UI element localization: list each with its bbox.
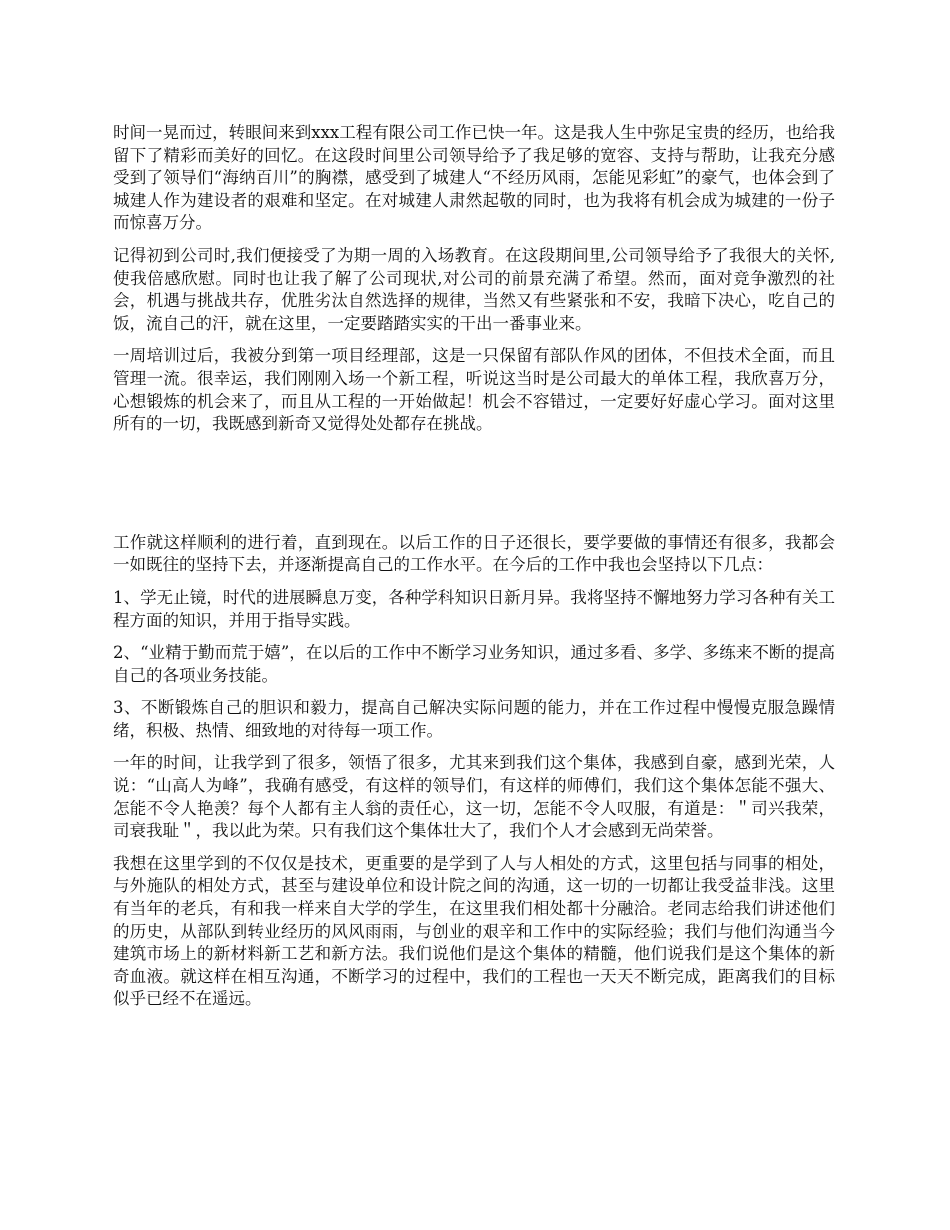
paragraph-onboarding: 记得初到公司时,我们便接受了为期一周的入场教育。在这段期间里,公司领导给予了我很大的关怀,使我倍感欣慰。同时也让我了解了公司现状,对公司的前景充满了希望。然而，面对竞争激烈的社会，机遇与挑战共存，优胜劣汰自然选择的规律，当然又有些紧张和不安，我暗下决心，吃自己的饭，流自己的汗，就在这里，一定要踏踏实实的干出一番事业来。 <box>113 245 835 333</box>
paragraph-going-forward: 工作就这样顺利的进行着，直到现在。以后工作的日子还很长，要学要做的事情还有很多，我都会一如既往的坚持下去，并逐渐提高自己的工作水平。在今后的工作中我也会坚持以下几点： <box>113 532 835 575</box>
document-body <box>113 122 835 1021</box>
paragraph-relationships: 我想在这里学到的不仅仅是技术，更重要的是学到了人与人相处的方式，这里包括与同事的相处，与外施队的相处方式，甚至与建设单位和设计院之间的沟通，这一切的一切都让我受益非浅。这里有当年的老兵，有和我一样来自大学的学生，在这里我们相处都十分融洽。老同志给我们讲述他们的历史，从部队到转业经历的风风雨雨，与创业的艰辛和工作中的实际经验；我们与他们沟通当今建筑市场上的新材料新工艺和新方法。我们说他们是这个集体的精髓，他们说我们是这个集体的新奇血液。就这样在相互沟通，不断学习的过程中，我们的工程也一天天不断完成，距离我们的目标似乎已经不在遥远。 <box>113 853 835 1009</box>
paragraph-project-assignment: 一周培训过后，我被分到第一项目经理部，这是一只保留有部队作风的团体，不但技术全面，而且管理一流。很幸运，我们刚刚入场一个新工程，听说这当时是公司最大的单体工程，我欣喜万分，心想锻炼的机会来了，而且从工程的一开始做起！机会不容错过，一定要好好虚心学习。面对这里所有的一切，我既感到新奇又觉得处处都存在挑战。 <box>113 346 835 434</box>
list-item-point-1: 1、学无止镜，时代的进展瞬息万变，各种学科知识日新月异。我将坚持不懈地努力学习各种有关工程方面的知识，并用于指导实践。 <box>113 587 835 630</box>
paragraph-team-pride: 一年的时间，让我学到了很多，领悟了很多，尤其来到我们这个集体，我感到自豪，感到光荣，人说：“山高人为峰”，我确有感受，有这样的领导们，有这样的师傅们，我们这个集体怎能不强大、怎能不令人艳羡？每个人都有主人翁的责任心，这一切，怎能不令人叹服，有道是：＂司兴我荣，司衰我耻＂，我以此为荣。只有我们这个集体壮大了，我们个人才会感到无尚荣誉。 <box>113 753 835 841</box>
list-item-point-3: 3、不断锻炼自己的胆识和毅力，提高自己解决实际问题的能力，并在工作过程中慢慢克服急躁情绪，积极、热情、细致地的对待每一项工作。 <box>113 698 835 740</box>
section-spacer <box>113 446 835 532</box>
list-item-point-2: 2、“业精于勤而荒于嬉”，在以后的工作中不断学习业务知识，通过多看、多学、多练来不断的提高自己的各项业务技能。 <box>113 643 835 685</box>
paragraph-intro: 时间一晃而过，转眼间来到xxx工程有限公司工作已快一年。这是我人生中弥足宝贵的经历，也给我留下了精彩而美好的回忆。在这段时间里公司领导给予了我足够的宽容、支持与帮助，让我充分感受到了领导们“海纳百川”的胸襟，感受到了城建人“不经历风雨，怎能见彩虹”的豪气，也体会到了城建人作为建设者的艰难和坚定。在对城建人肃然起敬的同时，也为我将有机会成为城建的一份子而惊喜万分。 <box>113 123 835 233</box>
